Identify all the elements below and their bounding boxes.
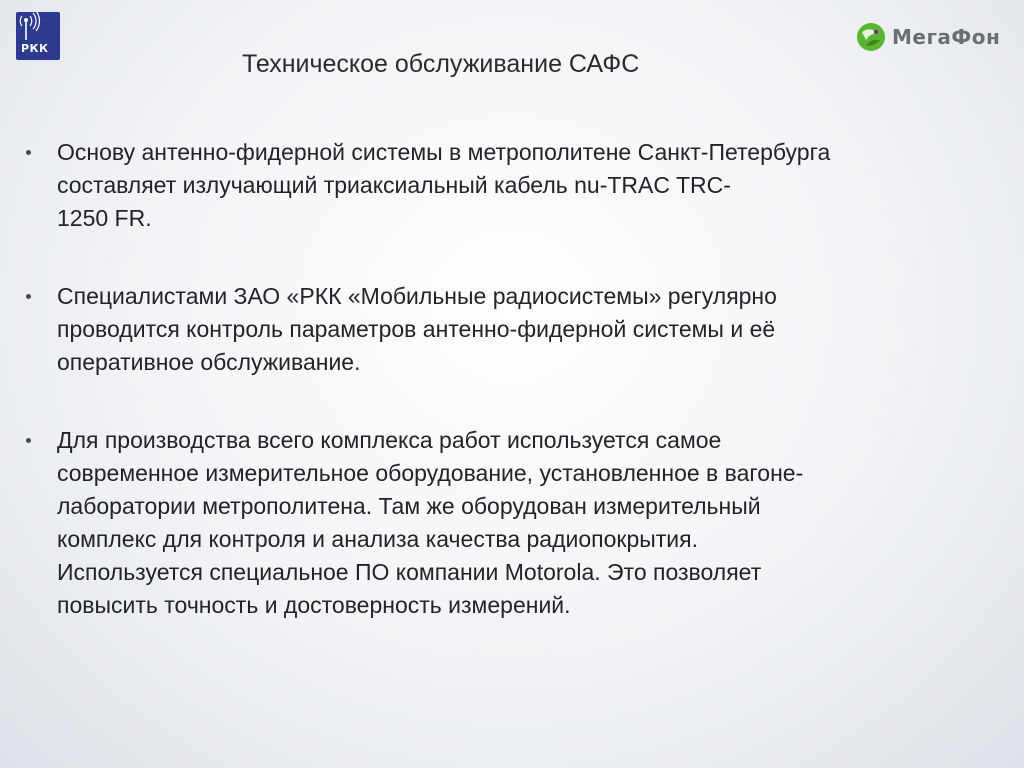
rkk-logo [16, 12, 60, 60]
bullet-item [26, 136, 1010, 235]
bullet-item [26, 280, 1010, 379]
bullet-dot [26, 150, 31, 155]
bullet-text: Специалистами ЗАО «РКК «Мобильные радиосистемы» регулярно проводится контроль параметров антенно-фидерной системы и её оперативное обслуживание. [57, 283, 777, 375]
megafon-logo-text: МегаФон [892, 25, 1001, 49]
rkk-logo-text: РКК [21, 42, 49, 55]
bullet-text: Для производства всего комплекса работ используется самое современное измерительное оборудование, установленное в вагоне- лаборатории метрополитена. Там же оборудован измерительный комплекс для контроля и анализа качества радиопокрытия. Используется специальное ПО компании Motorola. Это позволяет повысить точность и достоверность измерений. [57, 427, 804, 618]
slide-title: Техническое обслуживание САФС [242, 50, 640, 78]
bullet-text: Основу антенно-фидерной системы в метрополитене Санкт-Петербурга составляет излучающий триаксиальный кабель nu-TRAC TRC- 1250 FR. [57, 139, 831, 231]
megafon-logo [856, 20, 1000, 54]
bullet-list [26, 136, 1010, 667]
bullet-dot [26, 438, 31, 443]
bullet-dot [26, 294, 31, 299]
bullet-item [26, 424, 1010, 622]
megafon-leaf-icon [856, 22, 886, 52]
